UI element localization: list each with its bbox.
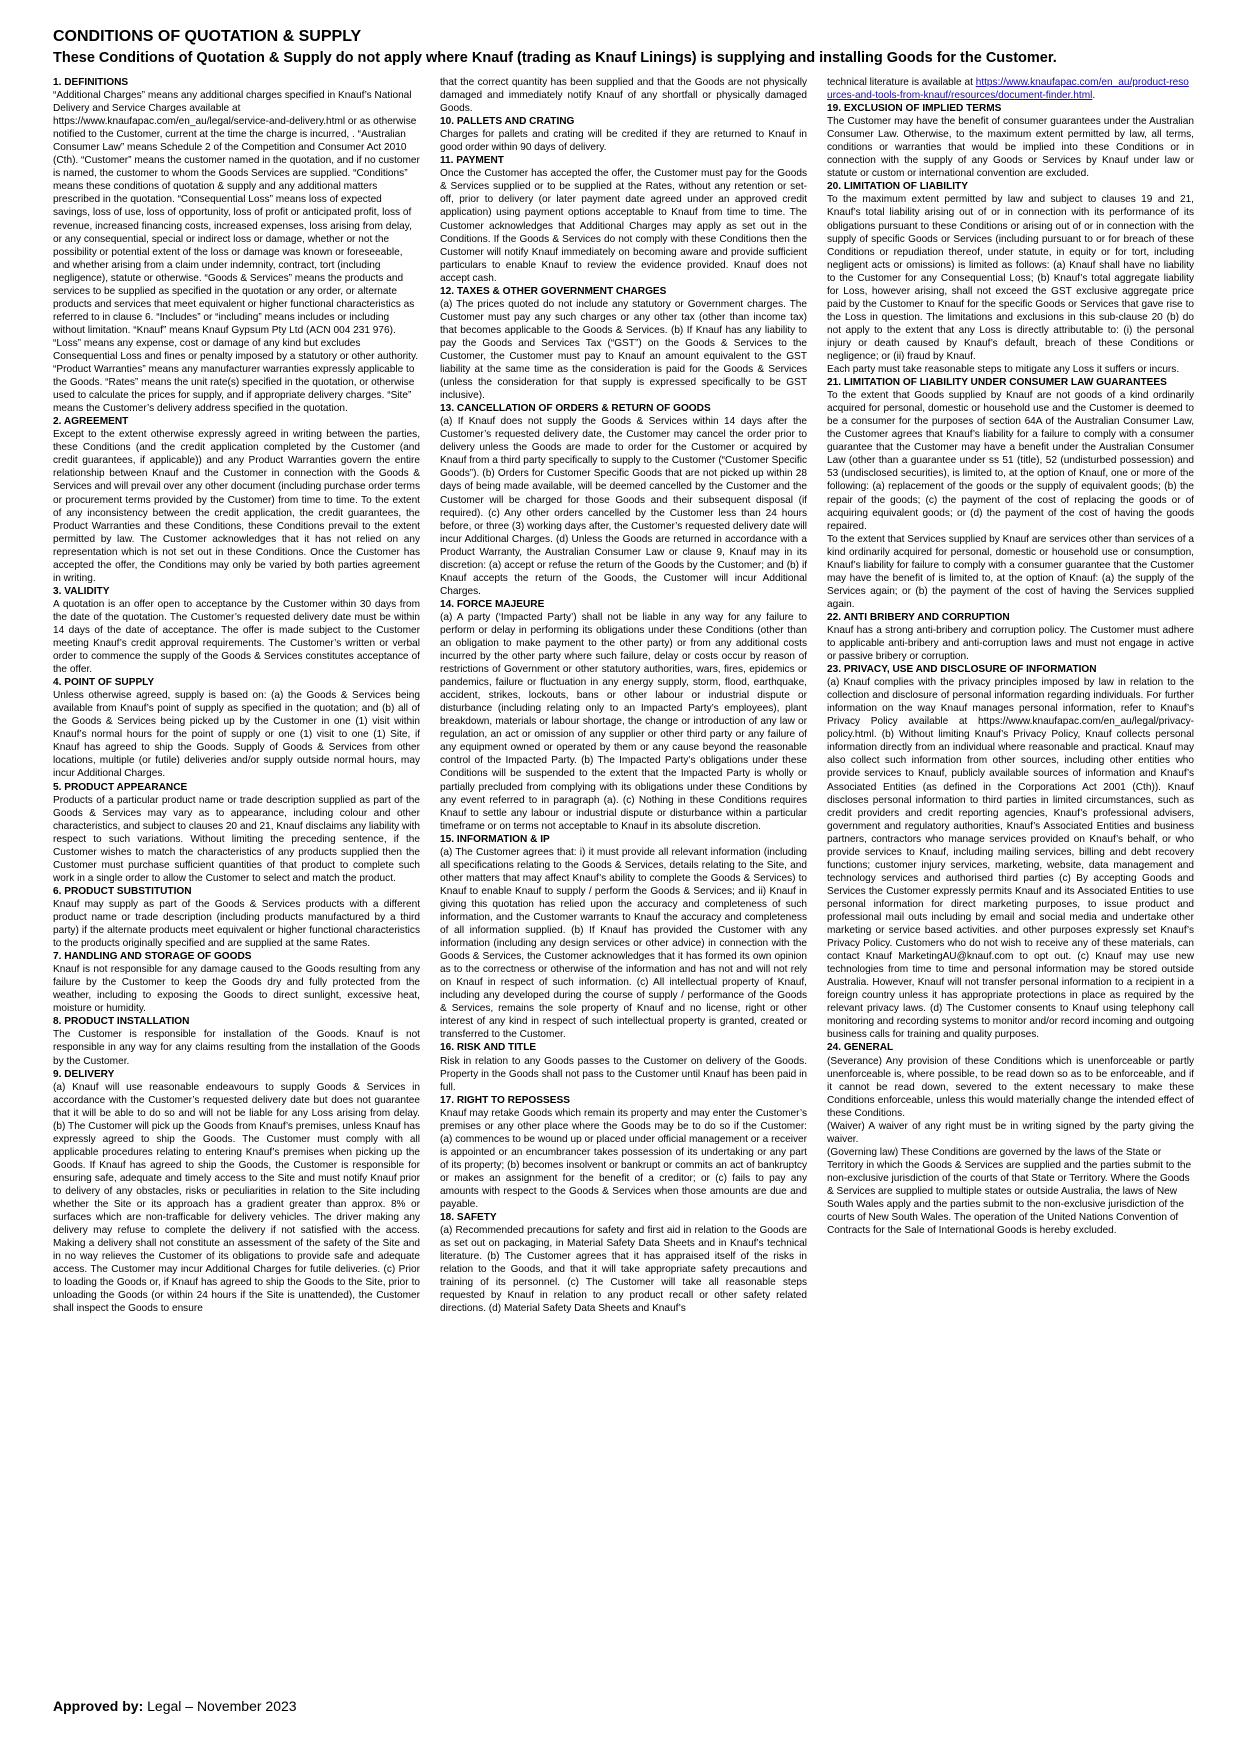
section-heading: 13. CANCELLATION OF ORDERS & RETURN OF GOODS xyxy=(440,403,711,415)
section-body: Once the Customer has accepted the offer, the Customer must pay for the Goods & Services supplied or to be supplied at the Rates, without any retention or set-off, prior to delivery (or later payment date agreed under an approved credit application) using payment options acceptable to Knauf from time to time. The Customer acknowledges that Additional Charges may apply as set out in the Conditions. If the Goods & Services do not comply with these Conditions then the Customer will notify Knauf immediately on becoming aware and provide sufficient particulars to enable Knauf to review the evidence provided. Knauf does not accept cash. xyxy=(440,168,807,284)
section-heading: 20. LIMITATION OF LIABILITY xyxy=(827,181,968,193)
section-body: Products of a particular product name or trade description supplied as part of the Goods & Services may vary as to appearance, including colour and other characteristics, and subject to clauses 20 and 21, Knauf disclaims any liability with respect to such variations. Without limiting the preceding sentence, if the Customer wishes to match the characteristics of any products supplied then the Customer must purchase sufficient quantities of that product to complete such work in a single order to allow the Customer to select and match the product. xyxy=(53,794,420,884)
section-heading: 10. PALLETS AND CRATING xyxy=(440,116,575,128)
section-body: (a) Knauf will use reasonable endeavours to supply Goods & Services in accordance with the Customer’s requested delivery date but does not guarantee that it will be able to do so and will not be liable for any Loss arising from delay. (b) The Customer will pick up the Goods from Knauf’s premises, unless Knauf has expressly agreed to ship the Goods. The Customer must comply with all applicable procedures relating to entering Knauf’s premises when picking up the Goods. If Knauf has agreed to ship the Goods, the Customer is responsible for ensuring safe, adequate and timely access to the Site and must notify Knauf prior to delivery of any obstacles, risks or peculiarities in relation to the Site including whether the Site or its approach has a gradient greater than approx. 8% or surfaces which are non-trafficable for delivery vehicles. The driver making any delivery may refuse to complete the delivery if not satisfied with the access. Making a delivery shall not constitute an assessment of the safety of the Site and in no way relieves the Customer of its obligations to provide safe and adequate access. The Customer may incur Additional Charges for futile deliveries. (c) Prior to loading the Goods or, if Knauf has agreed to ship the Goods to the Site, prior to unloading the Goods (or within 24 hours if the Site is unattended), the Customer shall inspect the Goods to ensure xyxy=(53,1081,420,1315)
section-body: Except to the extent otherwise expressly agreed in writing between the parties, these Conditions (and the credit application completed by the Customer (and credit guarantees, if applicable)) and any Product Warranties govern the entire relationship between Knauf and the Customer in connection with the Goods & Services and will prevail over any other document (including purchase order terms or procurement terms provided by the Customer) from time to time. To the extent of any inconsistency between the credit application, the credit guarantees, the Product Warranties and these Conditions, these Conditions prevail to the extent permitted by law. The Customer acknowledges that it has not relied on any representation which is not set out in these Conditions. Once the Customer has accepted the offer, the Conditions may only be varied by both parties agreement in writing. xyxy=(53,429,420,584)
section-body: Charges for pallets and crating will be credited if they are returned to Knauf in good order within 90 days of delivery. xyxy=(440,129,807,154)
document-subtitle: These Conditions of Quotation & Supply do not apply where Knauf (trading as Knauf Linings) is supplying and installing Goods for the Customer. xyxy=(53,50,1057,66)
document-title: CONDITIONS OF QUOTATION & SUPPLY xyxy=(53,28,362,45)
section-body: To the extent that Services supplied by Knauf are services other than services of a kind ordinarily acquired for personal, domestic or household use or consumption, Knauf’s liability for failure to comply with a consumer guarantee that the Customer may have the benefit of is limited to, at the option of Knauf: (a) the supply of the Services again; or (b) the payment of the cost of having the Services supplied again. xyxy=(827,533,1194,610)
section-body: Knauf is not responsible for any damage caused to the Goods resulting from any failure by the Customer to keep the Goods dry and fully protected from the weather, including to exposing the Goods to direct sunlight, excessive heat, moisture or humidity. xyxy=(53,964,420,1015)
section-heading: 15. INFORMATION & IP xyxy=(440,833,550,845)
section-body: Knauf may supply as part of the Goods & Services products with a different product name or trade description (including products manufactured by a third party) if the alternate products meet equivalent or higher functional characteristics to the products originally specified and are supplied at the same Rates. xyxy=(53,898,420,950)
section-heading: 23. PRIVACY, USE AND DISCLOSURE OF INFORMATION xyxy=(827,664,1097,676)
section-heading: 4. POINT OF SUPPLY xyxy=(53,677,155,689)
section-body: The Customer may have the benefit of consumer guarantees under the Australian Consumer Law. Otherwise, to the maximum extent permitted by law, all terms, conditions or warranties that would be implied into these Conditions or in connection with the supply of any Goods or Services by Knauf under law or statute or custom or international convention are excluded. xyxy=(827,116,1194,180)
section-heading: 3. VALIDITY xyxy=(53,585,110,597)
section-heading: 2. AGREEMENT xyxy=(53,416,129,428)
section-body: (Governing law) These Conditions are governed by the laws of the State or Territory in which the Goods & Services are supplied and the parties submit to the non-exclusive jurisdiction of the courts of that State or Territory. Where the Goods & Services are supplied to multiple states or outside Australia, the laws of New South Wales apply and the parties submit to the non-exclusive jurisdiction of the courts of New South Wales. The operation of the United Nations Convention of Contracts for the Sale of International Goods is hereby excluded. xyxy=(827,1146,1192,1237)
approval-footer xyxy=(53,1698,297,1714)
section-heading: 11. PAYMENT xyxy=(440,155,504,167)
section-body: (a) The prices quoted do not include any statutory or Government charges. The Customer must pay any such charges or any other tax (other than income tax) that becomes applicable to the Goods & Services. (b) If Knauf has any liability to pay the Goods and Services Tax (“GST”) on the Goods & Services to the Customer, the Customer must pay to Knauf an amount equivalent to the GST liability at the same time as the consideration is paid for the Goods & Services (unless the consideration for that supply is expressed specifically to be GST inclusive). xyxy=(440,298,807,402)
section-body: Unless otherwise agreed, supply is based on: (a) the Goods & Services being available from Knauf’s point of supply as specified in the quotation; and (b) all of the Goods & Services being picked up by the Customer in one (1) visit within Knauf’s normal hours for the point of supply or one (1) visit to one (1) Site, if Knauf has agreed to ship the Goods. Supply of Goods & Services from other locations, multiple (or futile) deliveries and/or supply outside normal hours, may incur Additional Charges. xyxy=(53,690,420,780)
document-page xyxy=(53,26,1203,1315)
approved-by-value: Legal – November 2023 xyxy=(147,1698,297,1714)
conditions-columns xyxy=(53,76,1203,1676)
section-heading: 24. GENERAL xyxy=(827,1042,894,1054)
section-body: (Waiver) A waiver of any right must be in writing signed by the party giving the waiver. xyxy=(827,1120,1194,1145)
section-body: Each party must take reasonable steps to mitigate any Loss it suffers or incurs. xyxy=(827,364,1180,376)
column-1 xyxy=(53,76,420,1676)
section-body: “Additional Charges” means any additional charges specified in Knauf’s National Delivery and Service Charges available at https://www.knaufapac.com/en_au/legal/service-and-delivery.html or as otherwise notified to the Customer, current at the time the charge is incurred, . “Australian Consumer Law” means Schedule 2 of the Competition and Consumer Act 2010 (Cth). “Customer” means the customer named in the quotation, and if no customer is named, the customer to whom the Goods Services are supplied. “Conditions” means these conditions of quotation & supply and any additional matters prescribed in the quotation. “Consequential Loss” means loss of expected savings, loss of use, loss of opportunity, loss of profit or anticipated profit, loss of revenue, increased financing costs, increased expenses, loss arising from delay, or any consequential, special or indirect loss or damage, whether or not the possibility or potential extent of the loss or damage was known or foreseeable, and whether arising from a claim under indemnity, contract, tort (including negligence), statute or otherwise. “Goods & Services” means the products and services to be supplied as specified in the quotation or any order, or alternate products and services that meet equivalent or higher functional characteristics as referred to in clause 6. “Includes” or “including” means includes or including without limitation. “Knauf” means Knauf Gypsum Pty Ltd (ACN 004 231 976). “Loss” means any expense, cost or damage of any kind but excludes Consequential Loss and fines or penalty imposed by a statutory or other authority. “Product Warranties” means any manufacturer warranties expressly applicable to the Goods. “Rates” means the unit rate(s) specified in the quotation, or otherwise used to calculate the prices for supply, and if appropriate delivery charges. “Site” means the Customer’s delivery address specified in the quotation. xyxy=(53,90,420,415)
column-2 xyxy=(440,76,807,1676)
section-body: To the maximum extent permitted by law and subject to clauses 19 and 21, Knauf’s total liability arising out of or in connection with its performance of its obligations pursuant to these Conditions or arising out of or in connection with the supply of specific Goods or Services (including pursuant to or for breach of these Conditions or repudiation thereof, under statute, in equity or for tort, including negligent acts or omissions) is limited as follows: (a) Knauf shall have no liability to the Customer for any Consequential Loss; (b) Knauf’s total aggregate liability for Loss, however arising, shall not exceed the GST exclusive aggregate price paid by the Customer to Knauf for the specific Goods or Services that gave rise to the Loss in question. The limitations and exclusions in this sub-clause 20 (b) do not apply to the extent that any Loss is directly attributable to: (i) the personal injury or death caused by Knauf’s default, breach of these Conditions or negligence; or (ii) fraud by Knauf. xyxy=(827,194,1194,362)
section-heading: 22. ANTI BRIBERY AND CORRUPTION xyxy=(827,611,1010,623)
section-heading: 1. DEFINITIONS xyxy=(53,77,129,88)
section-body: (a) A party (‘Impacted Party’) shall not be liable in any way for any failure to perform or delay in performing its obligations under these Conditions (other than an obligation to make payment to the other party) or from any additional costs incurred by the other party where such failure, delay or costs occur by reason of restrictions of Government or other statutory authorities, wars, fires, epidemics or pandemics, failure or fluctuation in any energy supply, storm, flood, earthquake, accident, strikes, lockouts, bans or other labour or industrial dispute or disturbance (including relating only to an Impacted Party’s employees), plant breakdown, materials or labour shortage, the change or introduction of any law or regulation, an act or omission of any supplier or other third party or any failure of any equipment owned or operated by them or any cause beyond the reasonable control of the Impacted Party. (b) The Impacted Party’s obligations under these Conditions will be suspended to the extent that the Impacted Party is wholly or partially precluded from complying with its obligations under these Conditions by any event referred to in paragraph (a). (c) Nothing in these Conditions requires Knauf to settle any labour or industrial dispute or disturbance within a particular timeframe or on terms not acceptable to Knauf in its absolute discretion. xyxy=(440,611,807,832)
section-heading: 14. FORCE MAJEURE xyxy=(440,598,545,610)
section-body: Risk in relation to any Goods passes to the Customer on delivery of the Goods. Property in the Goods shall not pass to the Customer until Knauf has been paid in full. xyxy=(440,1055,807,1093)
section-heading: 5. PRODUCT APPEARANCE xyxy=(53,781,188,793)
section-body xyxy=(827,76,1194,102)
section-body: The Customer is responsible for installation of the Goods. Knauf is not responsible in any way for any claims resulting from the installation of the Goods by the Customer. xyxy=(53,1029,420,1067)
section-heading: 7. HANDLING AND STORAGE OF GOODS xyxy=(53,951,252,963)
section-body: (a) Recommended precautions for safety and first aid in relation to the Goods are as set out on packaging, in Material Safety Data Sheets and in Knauf’s technical literature. (b) The Customer agrees that it has appraised itself of the risks in relation to the Goods, and that it will take appropriate safety precautions and training of its personnel. (c) The Customer will take all reasonable steps requested by Knauf in relation to any product recall or other safety related directions. (d) Material Safety Data Sheets and Knauf’s xyxy=(440,1225,807,1315)
section-heading: 16. RISK AND TITLE xyxy=(440,1042,537,1054)
section-body: A quotation is an offer open to acceptance by the Customer within 30 days from the date of the quotation. The Customer’s requested delivery date must be within 14 days of the date of acceptance. The offer is made subject to the Customer meeting Knauf’s credit approval requirements. The Customer’s written or verbal order to commence the supply of the Goods & Services constitutes acceptance of the offer. xyxy=(53,598,420,676)
section-body: (a) The Customer agrees that: i) it must provide all relevant information (including all specifications relating to the Goods & Services, details relating to the Site, and other matters that may affect Knauf’s ability to complete the Goods & Services) to Knauf to enable Knauf to supply / perform the Goods & Services; and ii) Knauf in giving this quotation has relied upon the accuracy and completeness of such information, and the Customer warrants to Knauf the accuracy and completeness of all information supplied. (b) If Knauf has provided the Customer with any information (including any design services or other advice) in connection with the Goods & Services, the Customer acknowledges that it has formed its own opinion as to the correctness or otherwise of the information and has not and will not rely on Knauf in respect of such information. (c) All intellectual property of Knauf, including any developed during the course of supply / performance of the Goods & Services, remains the sole property of Knauf and no license, right or other interest of any kind in respect of such intellectual property is granted, created or transferred to the Customer. xyxy=(440,846,807,1041)
section-body: (a) Knauf complies with the privacy principles imposed by law in relation to the collection and disclosure of personal information regarding individuals. For further information on the way Knauf manages personal information, refer to Knauf’s Privacy Policy available at https://www.knaufapac.com/en_au/legal/privacy-policy.html. (b) Without limiting Knauf’s Privacy Policy, Knauf collects personal information directly from an individual where reasonable and practical. Knauf may also collect such information from other sources, including other entities who provide services to Knauf, publicly available sources of information and Knauf’s Associated Entities (as defined in the Corporations Act 2001 (Cth)). Knauf discloses personal information to third parties in limited circumstances, such as credit providers and credit reporting agencies, Knauf’s professional advisers, government and regulatory authorities, Knauf’s Associated Entities and business partners, contractors who manage services provided on Knauf’s behalf, or who provide services to Knauf, including mailing services, billing and debt recovery functions; customer injury services, marketing, website, data management and technology services and authorised third parties (c) By accepting Goods and Services the Customer expressly permits Knauf and its Associated Entities to use personal information for direct marketing purposes, to issue product and professional mail outs including by email and social media and undertake other marketing or service based activities. and other purposes expressly set Knauf’s Privacy Policy. Customers who do not wish to receive any of these materials, can contact Knauf MarketingAU@knauf.com to opt out. (c) Knauf may use new technologies from time to time and personal information may be stored outside Australia. However, Knauf will not transfer personal information to a recipient in a foreign country unless it has appropriate protections in place as required by the relevant privacy laws. (d) The Customer consents to Knauf using telephony call monitoring and recording systems to monitor and/or record incoming and outgoing business calls for training and quality purposes. xyxy=(827,677,1194,1041)
section-heading: 8. PRODUCT INSTALLATION xyxy=(53,1016,190,1028)
section-heading: 6. PRODUCT SUBSTITUTION xyxy=(53,885,192,897)
section-heading: 18. SAFETY xyxy=(440,1212,497,1224)
section-heading: 17. RIGHT TO REPOSSESS xyxy=(440,1094,570,1106)
section-heading: 19. EXCLUSION OF IMPLIED TERMS xyxy=(827,103,1002,115)
section-body: that the correct quantity has been supplied and that the Goods are not physically damaged and immediately notify Knauf of any shortfall or physically damaged Goods. xyxy=(440,77,807,115)
approved-by-label: Approved by: xyxy=(53,1698,144,1714)
link-period: . xyxy=(1092,90,1096,102)
column-3 xyxy=(827,76,1194,1676)
section-body: Knauf may retake Goods which remain its property and may enter the Customer’s premises or any other place where the Goods may be to do so if the Customer: (a) commences to be wound up or placed under official management or a receiver is appointed or an encumbrancer takes possession of its undertaking or any part of its property; (b) becomes insolvent or bankrupt or commits an act of bankruptcy or makes an assignment for the benefit of a creditor; or (c) fails to pay any amounts with respect to the Goods & Services when those amounts are due and payable. xyxy=(440,1107,807,1211)
section-body: (a) If Knauf does not supply the Goods & Services within 14 days after the Customer’s requested delivery date, the Customer may cancel the order prior to delivery unless the Goods are made to order for the Customer or acquired by Knauf from a third party specifically to supply to the Customer (“Customer Specific Goods”). (b) Orders for Customer Specific Goods that are not picked up within 28 days of being made available, will be deemed cancelled by the Customer and the Customer will be charged for those Goods and their subsequent disposal (if required). (c) Any other orders cancelled by the Customer less than 24 hours before, or three (3) working days after, the Customer’s requested delivery date will incur Additional Charges. (d) Unless the Goods are returned in accordance with a Product Warranty, the Australian Consumer Law or clause 9, Knauf may in its discretion: (a) accept or refuse the return of the Goods by the Customer; and (b) if Knauf accepts the return of the Goods, the Customer will incur Additional Charges. xyxy=(440,416,807,597)
section-heading: 21. LIMITATION OF LIABILITY UNDER CONSUMER LAW GUARANTEES xyxy=(827,377,1167,389)
section-heading: 9. DELIVERY xyxy=(53,1068,115,1080)
section-body: Knauf has a strong anti-bribery and corruption policy. The Customer must adhere to applicable anti-bribery and anti-corruption laws and must not engage in active or passive bribery or corruption. xyxy=(827,624,1194,663)
document-finder-link[interactable]: https://www.knaufapac.com/en_au/product-resources-and-tools-from-knauf/resources/document-finder.html xyxy=(827,77,1189,102)
section-heading: 12. TAXES & OTHER GOVERNMENT CHARGES xyxy=(440,285,667,297)
literature-text: technical literature is available at xyxy=(827,77,973,88)
section-body: To the extent that Goods supplied by Knauf are not goods of a kind ordinarily acquired for personal, domestic or household use and the Customer is deemed to be a consumer for the purposes of section 64A of the Australian Consumer Law, the Customer agrees that Knauf’s liability for a failure to comply with a consumer guarantee that the Customer may have a benefit under the Australian Consumer Law (other than a guarantee under ss 51 (title), 52 (undisturbed possession) and 53 (undisclosed securities), is limited to, at the option of Knauf, one or more of the following: (a) replacement of the goods or the supply of equivalent goods; (b) the repair of the goods; (c) the payment of the cost of replacing the goods or of acquiring equivalent goods; or (d) the payment of the cost of having the goods repaired. xyxy=(827,390,1194,532)
section-body: (Severance) Any provision of these Conditions which is unenforceable or partly unenforceable is, where possible, to be read down so as to be enforceable, and if it cannot be read down, severed to the extent necessary to make these Conditions enforceable, unless this would materially change the intended effect of these Conditions. xyxy=(827,1055,1194,1119)
